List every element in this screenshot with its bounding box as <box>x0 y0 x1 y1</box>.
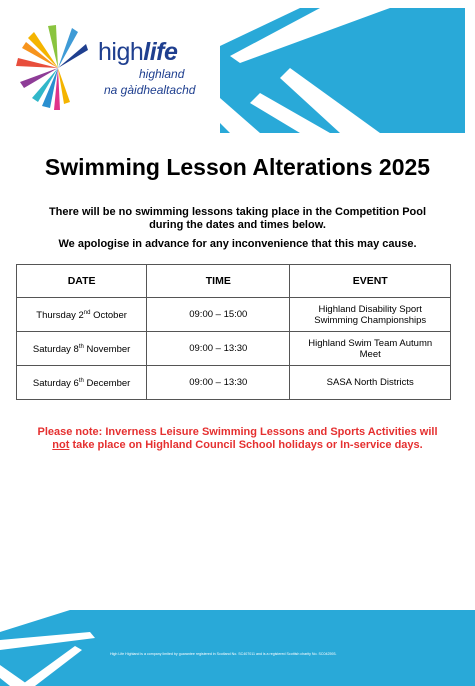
time-cell: 09:00 – 15:00 <box>147 298 290 332</box>
table-header-row <box>17 265 451 298</box>
highlife-logo <box>10 22 200 122</box>
date-cell: Saturday 8th November <box>17 332 147 366</box>
column-header-event: EVENT <box>290 265 451 298</box>
footer-legal-text: High Life Highland is a company limited by guarantee registered in Scotland No. SC407011 and is a registered Scottish charity No. SC042593. <box>110 652 337 656</box>
table-row <box>17 332 451 366</box>
date-cell: Saturday 6th December <box>17 366 147 400</box>
logo-subtitle-gaelic: na gàidhealtachd <box>104 83 196 97</box>
event-cell: SASA North Districts <box>290 366 451 400</box>
alterations-table <box>16 264 451 400</box>
date-cell: Thursday 2nd October <box>17 298 147 332</box>
apology-text: We apologise in advance for any inconvenience that this may cause. <box>58 238 417 250</box>
event-cell: Highland Disability Sport Swimming Championships <box>290 298 451 332</box>
starburst-icon <box>10 22 105 117</box>
column-header-time: TIME <box>147 265 290 298</box>
table-row <box>17 366 451 400</box>
logo-wordmark: highlife <box>98 38 178 66</box>
page-title: Swimming Lesson Alterations 2025 <box>44 154 431 180</box>
event-cell: Highland Swim Team Autumn Meet <box>290 332 451 366</box>
logo-subtitle-highland: highland <box>139 67 185 81</box>
intro-text: There will be no swimming lessons taking place in the Competition Pool during the dates and times below. <box>48 206 427 231</box>
header-decoration <box>220 8 465 133</box>
table-row <box>17 298 451 332</box>
time-cell: 09:00 – 13:30 <box>147 366 290 400</box>
please-note-text: Please note: Inverness Leisure Swimming Lessons and Sports Activities will not take place on Highland Council School holidays or In-service days. <box>37 426 438 451</box>
footer-decoration <box>0 610 475 686</box>
time-cell: 09:00 – 13:30 <box>147 332 290 366</box>
column-header-date: DATE <box>17 265 147 298</box>
